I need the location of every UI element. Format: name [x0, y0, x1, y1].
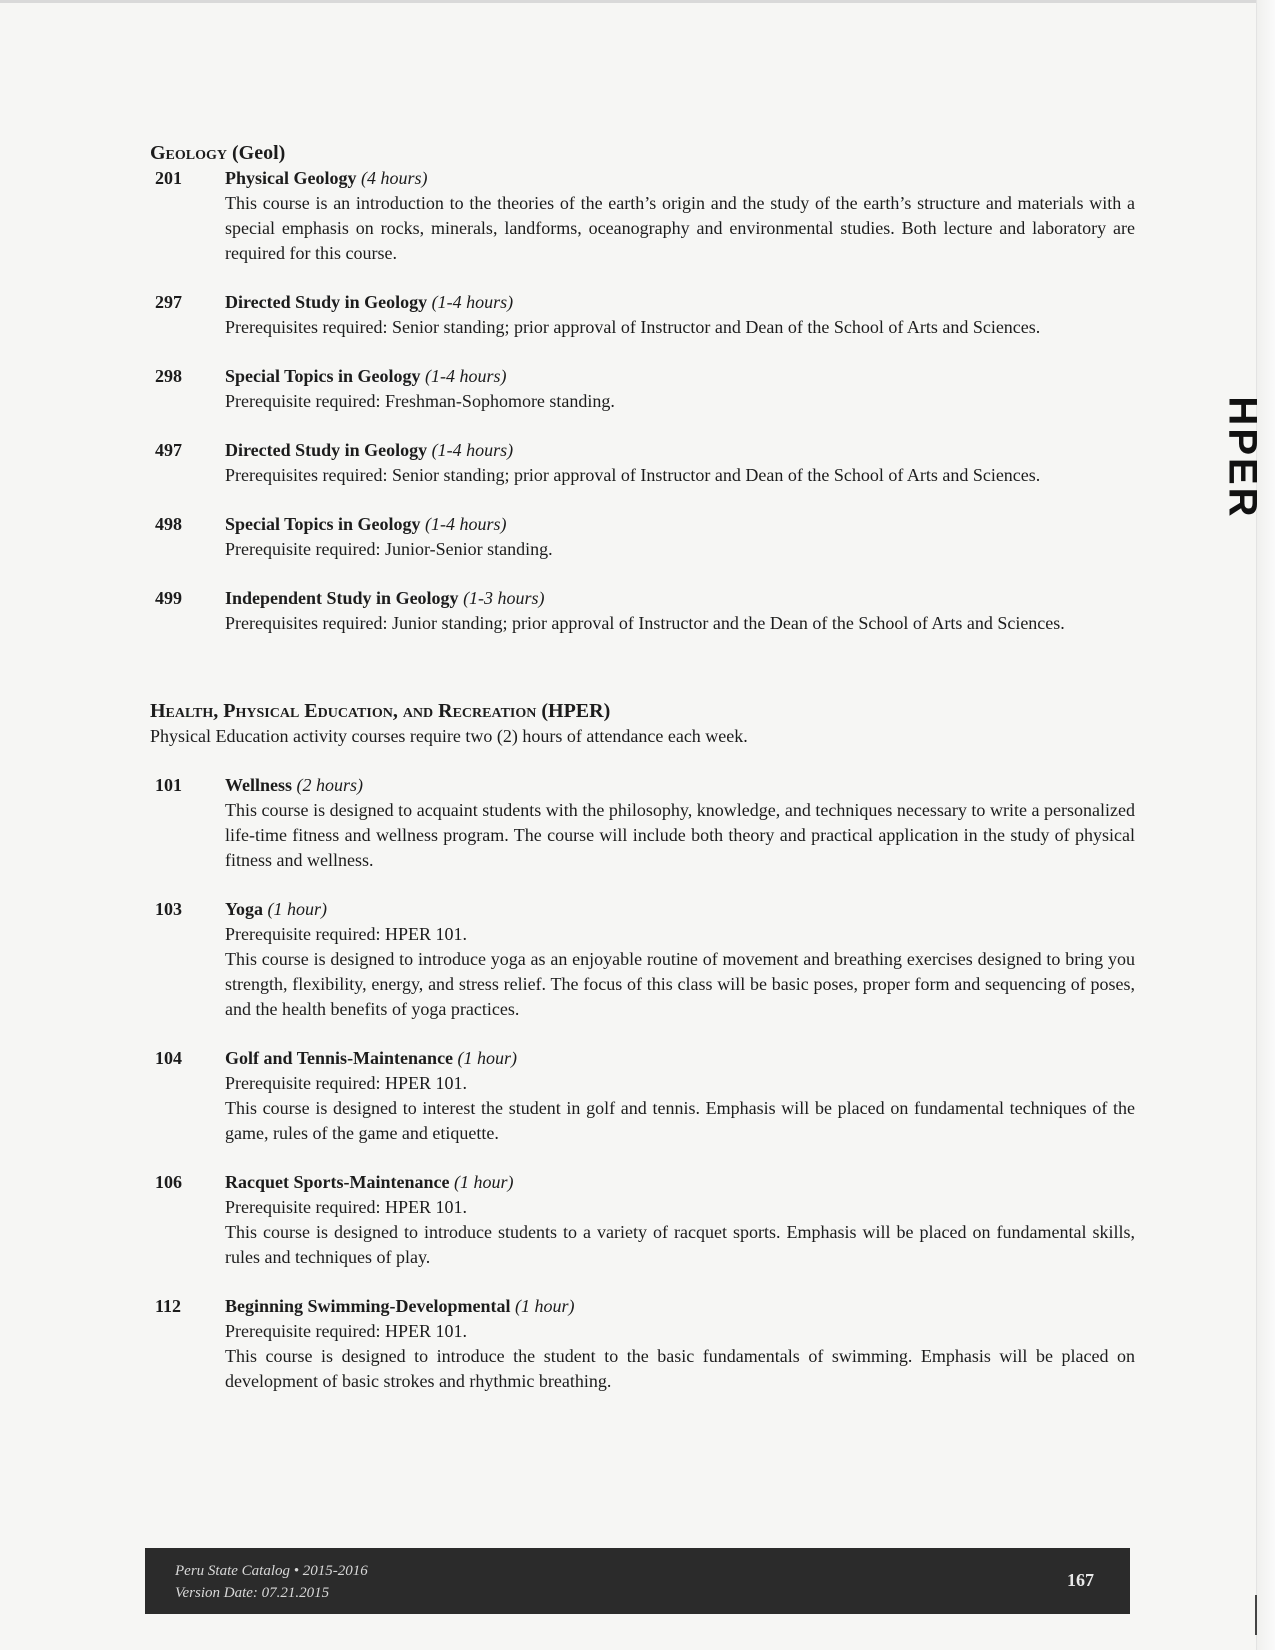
course-number: 103: [155, 899, 182, 919]
hper-heading: [150, 698, 1135, 724]
course-entry: [150, 897, 1135, 1022]
course-title: Racquet Sports-Maintenance: [225, 1172, 450, 1192]
course-body: [225, 1046, 1135, 1146]
course-body: [225, 586, 1135, 636]
course-body: [225, 364, 1135, 414]
footer-catalog: Peru State Catalog • 2015-2016: [175, 1563, 368, 1579]
section-side-tab: [1220, 358, 1265, 558]
course-body: [225, 512, 1135, 562]
course-description: Prerequisite required: Freshman-Sophomore standing.: [225, 391, 615, 411]
course-title: Independent Study in Geology: [225, 588, 459, 608]
course-description: This course is designed to acquaint students with the philosophy, knowledge, and techniques necessary to write a personalized life-time fitness and wellness program. The course will include both theory and practical application in the study of physical fitness and wellness.: [225, 800, 1135, 870]
course-description: Prerequisite required: HPER 101.: [225, 1321, 467, 1341]
course-description: Prerequisites required: Junior standing; prior approval of Instructor and the Dean of the School of Arts and Sciences.: [225, 613, 1065, 633]
course-number: 498: [155, 514, 182, 534]
course-title: Special Topics in Geology: [225, 514, 421, 534]
course-title-line: [225, 1170, 1135, 1195]
course-body: [225, 773, 1135, 873]
course-description: Prerequisite required: HPER 101.: [225, 1073, 467, 1093]
geology-heading-main: Geology: [150, 142, 228, 164]
course-title-line: [225, 1046, 1135, 1071]
course-entry: [150, 773, 1135, 873]
footer-info: [175, 1560, 368, 1604]
course-description: Prerequisites required: Senior standing; prior approval of Instructor and Dean of the School of Arts and Sciences.: [225, 317, 1041, 337]
course-hours: (1-4 hours): [425, 366, 507, 386]
course-hours: (1-4 hours): [431, 292, 514, 312]
course-number: 112: [155, 1296, 182, 1316]
course-title-line: [225, 166, 1135, 191]
course-description: This course is an introduction to the theories of the earth’s origin and the study of the earth’s structure and materials with a special emphasis on rocks, minerals, landforms, oceanography and environmental studies. Both lecture and laboratory are required for this course.: [225, 193, 1135, 263]
page-number: 167: [1067, 1570, 1094, 1590]
course-title-line: [225, 364, 1135, 389]
course-hours: (1 hour): [457, 1048, 518, 1068]
course-entry: [150, 512, 1135, 562]
course-number: 201: [155, 168, 182, 188]
course-entry: [150, 438, 1135, 488]
course-description: This course is designed to introduce yoga as an enjoyable routine of movement and breathing exercises designed to bring you strength, flexibility, energy, and stress relief. The focus of this class will be basic poses, proper form and sequencing of poses, and the health benefits of yoga practices.: [225, 949, 1135, 1019]
hper-note: Physical Education activity courses require two (2) hours of attendance each week.: [150, 726, 748, 746]
course-description: This course is designed to interest the student in golf and tennis. Emphasis will be placed on fundamental techniques of the game, rules of the game and etiquette.: [225, 1098, 1135, 1143]
course-description: Prerequisite required: Junior-Senior standing.: [225, 539, 553, 559]
course-title-line: [225, 290, 1135, 315]
course-hours: (1 hour): [515, 1296, 575, 1316]
course-title: Physical Geology: [225, 168, 357, 188]
hper-heading-main: Health, Physical Education, and Recreation: [150, 700, 537, 722]
course-entry: [150, 364, 1135, 414]
side-tab-label: HPER: [1220, 396, 1265, 520]
page-footer: [145, 1548, 1130, 1614]
course-title: Beginning Swimming-Developmental: [225, 1296, 511, 1316]
course-hours: (1 hour): [453, 1172, 514, 1192]
course-title-line: [225, 1294, 1135, 1319]
page-right-edge: [1256, 0, 1275, 1650]
course-title: Special Topics in Geology: [225, 366, 421, 386]
course-title-line: [225, 773, 1135, 798]
course-title: Golf and Tennis-Maintenance: [225, 1048, 454, 1068]
course-hours: (1-4 hours): [425, 514, 507, 534]
course-body: [225, 290, 1135, 340]
course-body: [225, 1294, 1135, 1394]
course-entry: [150, 1294, 1135, 1394]
catalog-content: [150, 140, 1135, 1418]
course-title: Directed Study in Geology: [225, 292, 428, 312]
course-number: 499: [155, 588, 182, 608]
course-hours: (4 hours): [361, 168, 428, 188]
course-title: Directed Study in Geology: [225, 440, 428, 460]
course-number: 104: [155, 1048, 182, 1068]
course-description: This course is designed to introduce the student to the basic fundamentals of swimming. Emphasis will be placed on development of basic strokes and rhythmic breathing.: [225, 1346, 1135, 1391]
footer-version: Version Date: 07.21.2015: [175, 1585, 330, 1601]
course-title-line: [225, 586, 1135, 611]
course-title: Yoga: [225, 899, 264, 919]
course-entry: [150, 1046, 1135, 1146]
course-number: 297: [155, 292, 182, 312]
course-description: Prerequisite required: HPER 101.: [225, 924, 467, 944]
geology-heading-abbr: (Geol): [232, 142, 286, 164]
course-entry: [150, 166, 1135, 266]
course-description: Prerequisites required: Senior standing; prior approval of Instructor and Dean of the School of Arts and Sciences.: [225, 465, 1041, 485]
course-number: 101: [155, 775, 182, 795]
course-title-line: [225, 438, 1135, 463]
crop-mark: [1255, 1595, 1257, 1635]
course-entry: [150, 586, 1135, 636]
course-title-line: [225, 512, 1135, 537]
course-hours: (1-4 hours): [431, 440, 514, 460]
course-hours: (1 hour): [267, 899, 328, 919]
course-entry: [150, 1170, 1135, 1270]
geology-heading: [150, 140, 1135, 166]
course-description: This course is designed to introduce students to a variety of racquet sports. Emphasis will be placed on fundamental skills, rules and techniques of play.: [225, 1222, 1135, 1267]
course-body: [225, 438, 1135, 488]
course-body: [225, 1170, 1135, 1270]
course-hours: (2 hours): [296, 775, 364, 795]
course-title: Wellness: [225, 775, 293, 795]
course-number: 497: [155, 440, 182, 460]
course-body: [225, 166, 1135, 266]
hper-heading-abbr: (HPER): [541, 700, 611, 722]
course-body: [225, 897, 1135, 1022]
page-top-edge: [0, 0, 1275, 3]
hper-course-list: [150, 773, 1135, 1394]
course-description: Prerequisite required: HPER 101.: [225, 1197, 467, 1217]
course-title-line: [225, 897, 1135, 922]
course-number: 298: [155, 366, 182, 386]
course-entry: [150, 290, 1135, 340]
course-hours: (1-3 hours): [463, 588, 545, 608]
geology-course-list: [150, 166, 1135, 636]
course-number: 106: [155, 1172, 182, 1192]
